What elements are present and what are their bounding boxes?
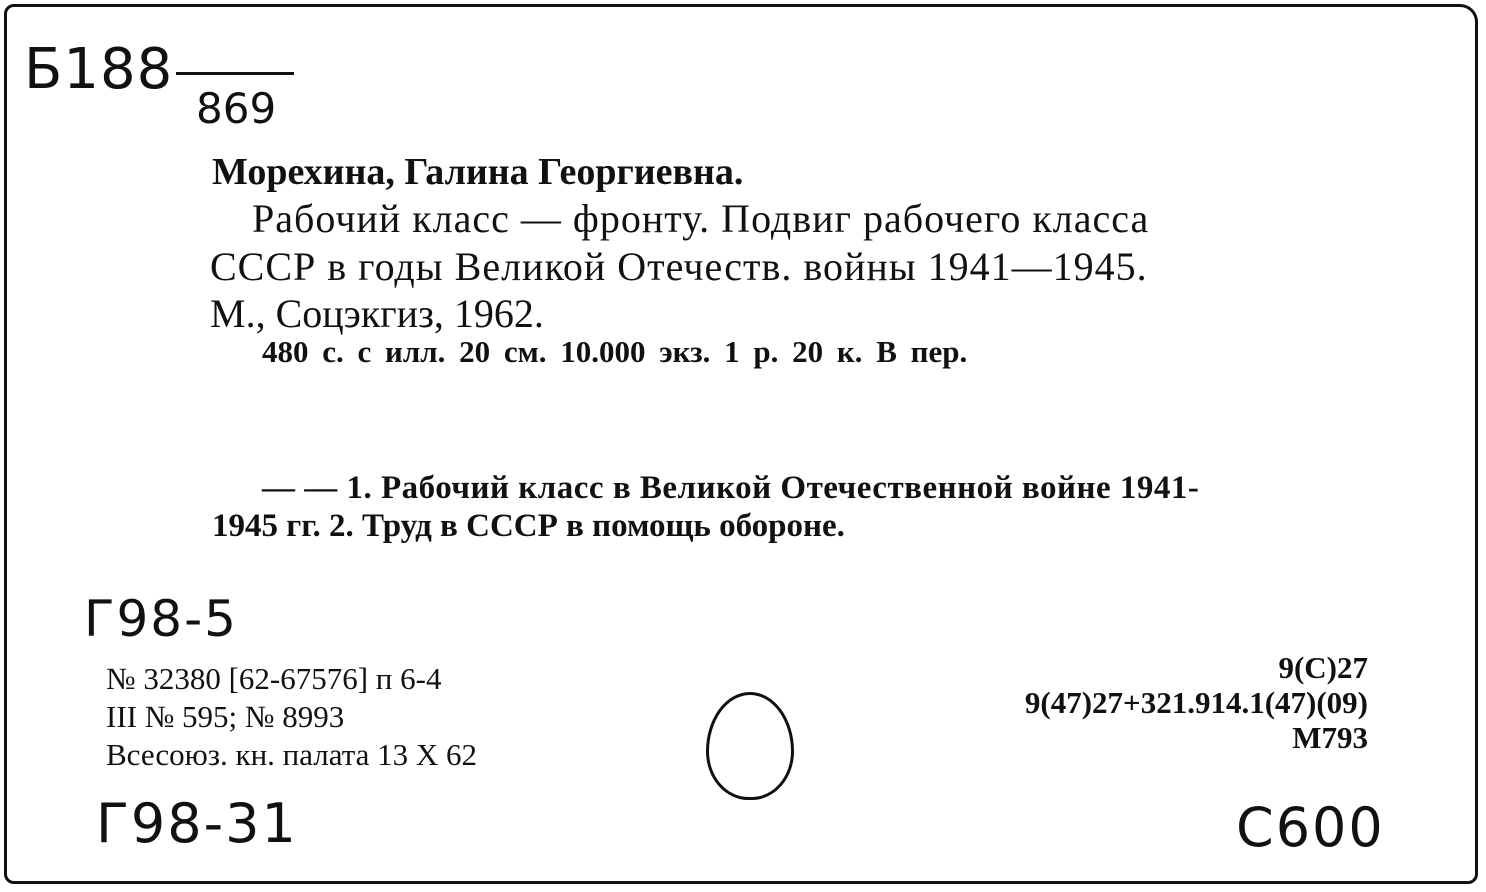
meta-line: № 32380 [62-67576] п 6-4 [106,661,442,696]
handwritten-code: Г98-31 [96,792,298,855]
shelf-mark-sub: 869 [196,84,277,133]
handwritten-code: Г98-5 [84,590,238,648]
title-line: СССР в годы Великой Отечеств. войны 1941—1945. [210,244,1148,289]
title-line: М., Соцэкгиз, 1962. [210,291,544,336]
shelf-mark: Б188 [24,37,174,102]
publication-meta [106,660,477,774]
classification-line: 9(47)27+321.914.1(47)(09) [1024,685,1368,720]
subject-line: 1945 гг. 2. Труд в СССР в помощь обороне. [212,508,845,544]
author-heading: Морехина, Галина Георгиевна. [212,151,744,193]
punch-hole [706,692,794,800]
classification-line: 9(С)27 [1278,650,1368,685]
handwritten-code: С600 [1236,796,1385,859]
title-line: Рабочий класс — фронту. Подвиг рабочего класса [252,196,1150,241]
meta-line: Всесоюз. кн. палата 13 X 62 [106,737,478,772]
classification-codes [1025,650,1368,755]
shelf-mark-divider [176,72,294,75]
subject-line: — — 1. Рабочий класс в Великой Отечественной войне 1941- [262,470,1200,506]
physical-description: 480 с. с илл. 20 см. 10.000 экз. 1 р. 20 к. В пер. [262,334,968,369]
meta-line: III № 595; № 8993 [106,699,345,734]
classification-line: М793 [1292,720,1368,755]
